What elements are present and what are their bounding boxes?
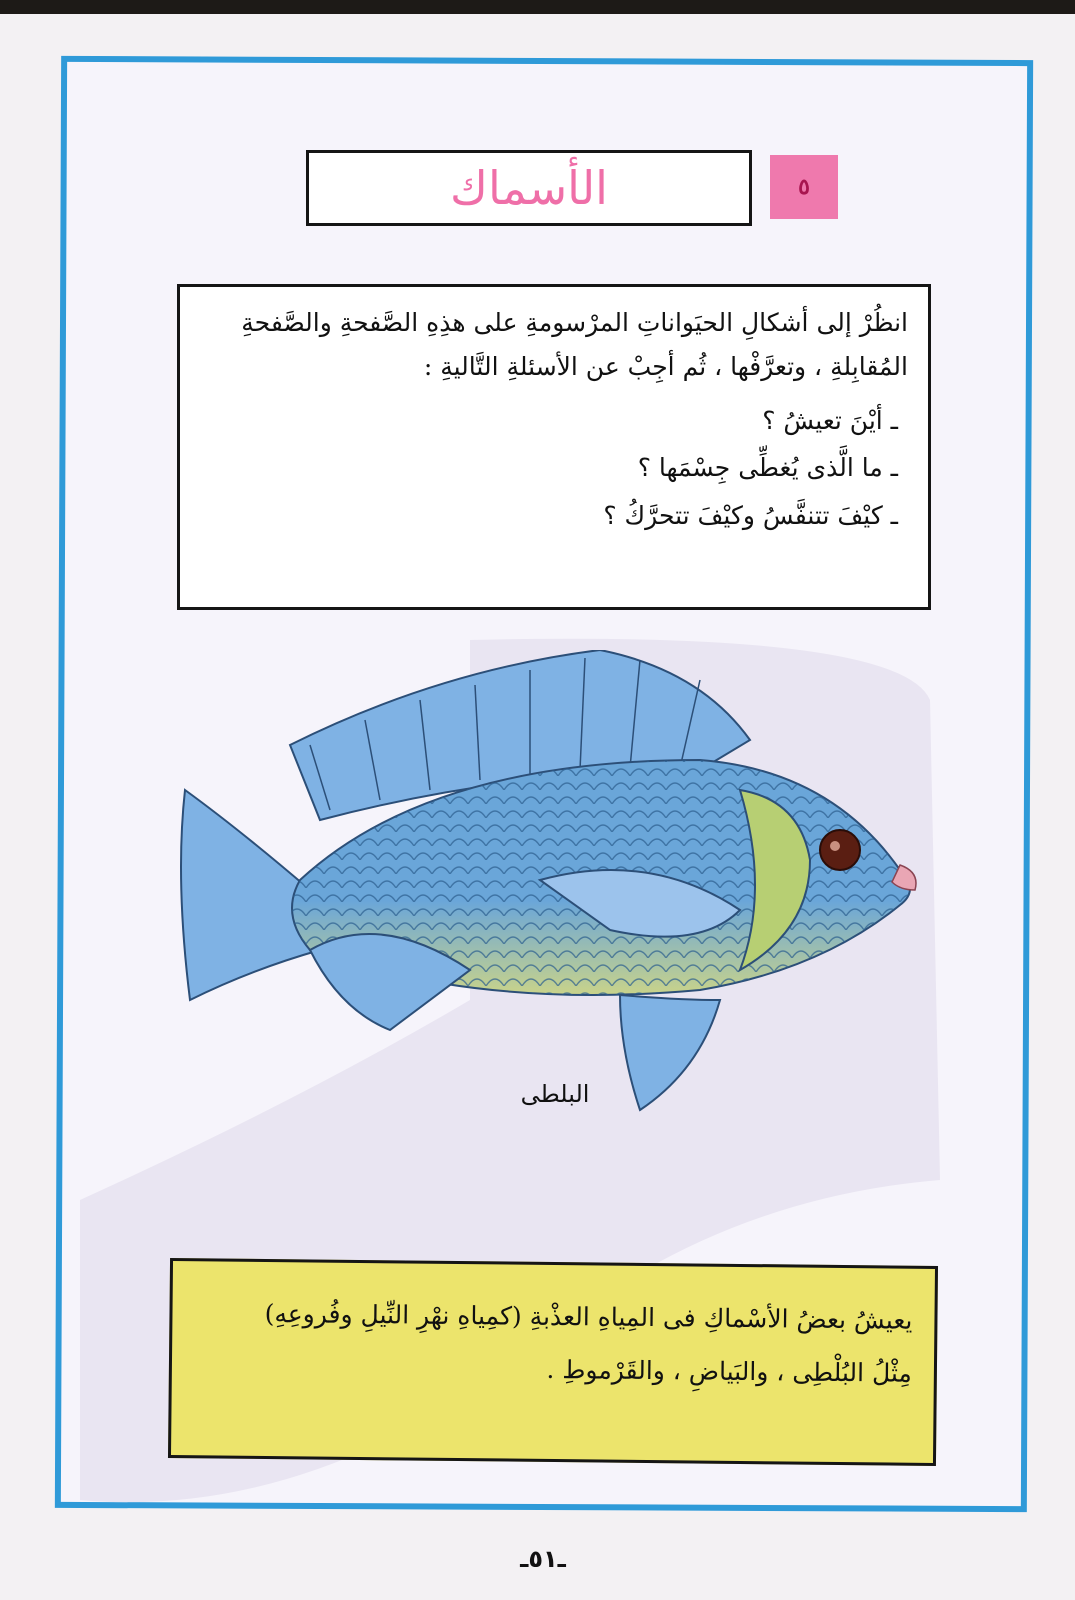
fact-line-1: يعيشُ بعضُ الأسْماكِ فى المِياهِ العذْبةِ (كمِياهِ نهْرِ النِّيلِ وفُروعِهِ)	[264, 1298, 913, 1335]
fact-line-2: مِثْلُ البُلْطِى ، والبَياضِ ، والقَرْموطِ .	[546, 1354, 913, 1388]
lesson-number-box	[770, 155, 838, 219]
page-number: ـ٥١ـ	[520, 1545, 566, 1573]
question-item: ـ أيْنَ تعيشُ ؟	[762, 405, 898, 435]
question-item: ـ ما الَّذى يُغطِّى جِسْمَها ؟	[637, 453, 898, 483]
lesson-title: الأسماك	[450, 161, 608, 215]
question-item: ـ كيْفَ تتنفَّسُ وكيْفَ تتحرَّكُ ؟	[603, 501, 898, 530]
question-list	[200, 399, 908, 538]
lesson-title-box	[306, 150, 752, 226]
instructions-box	[177, 284, 931, 610]
fish-caption: البلطى	[520, 1080, 590, 1108]
instructions-paragraph: انظُرْ إلى أشكالِ الحيَواناتِ المرْسومةِ على هذِهِ الصَّفحةِ والصَّفحةِ المُقابِلةِ ، وتعرَّفْها ، ثُم أجِبْ عن الأسئلةِ التَّاليةِ :	[241, 308, 908, 381]
lesson-number: ٥	[798, 174, 810, 200]
fact-box	[168, 1258, 938, 1466]
